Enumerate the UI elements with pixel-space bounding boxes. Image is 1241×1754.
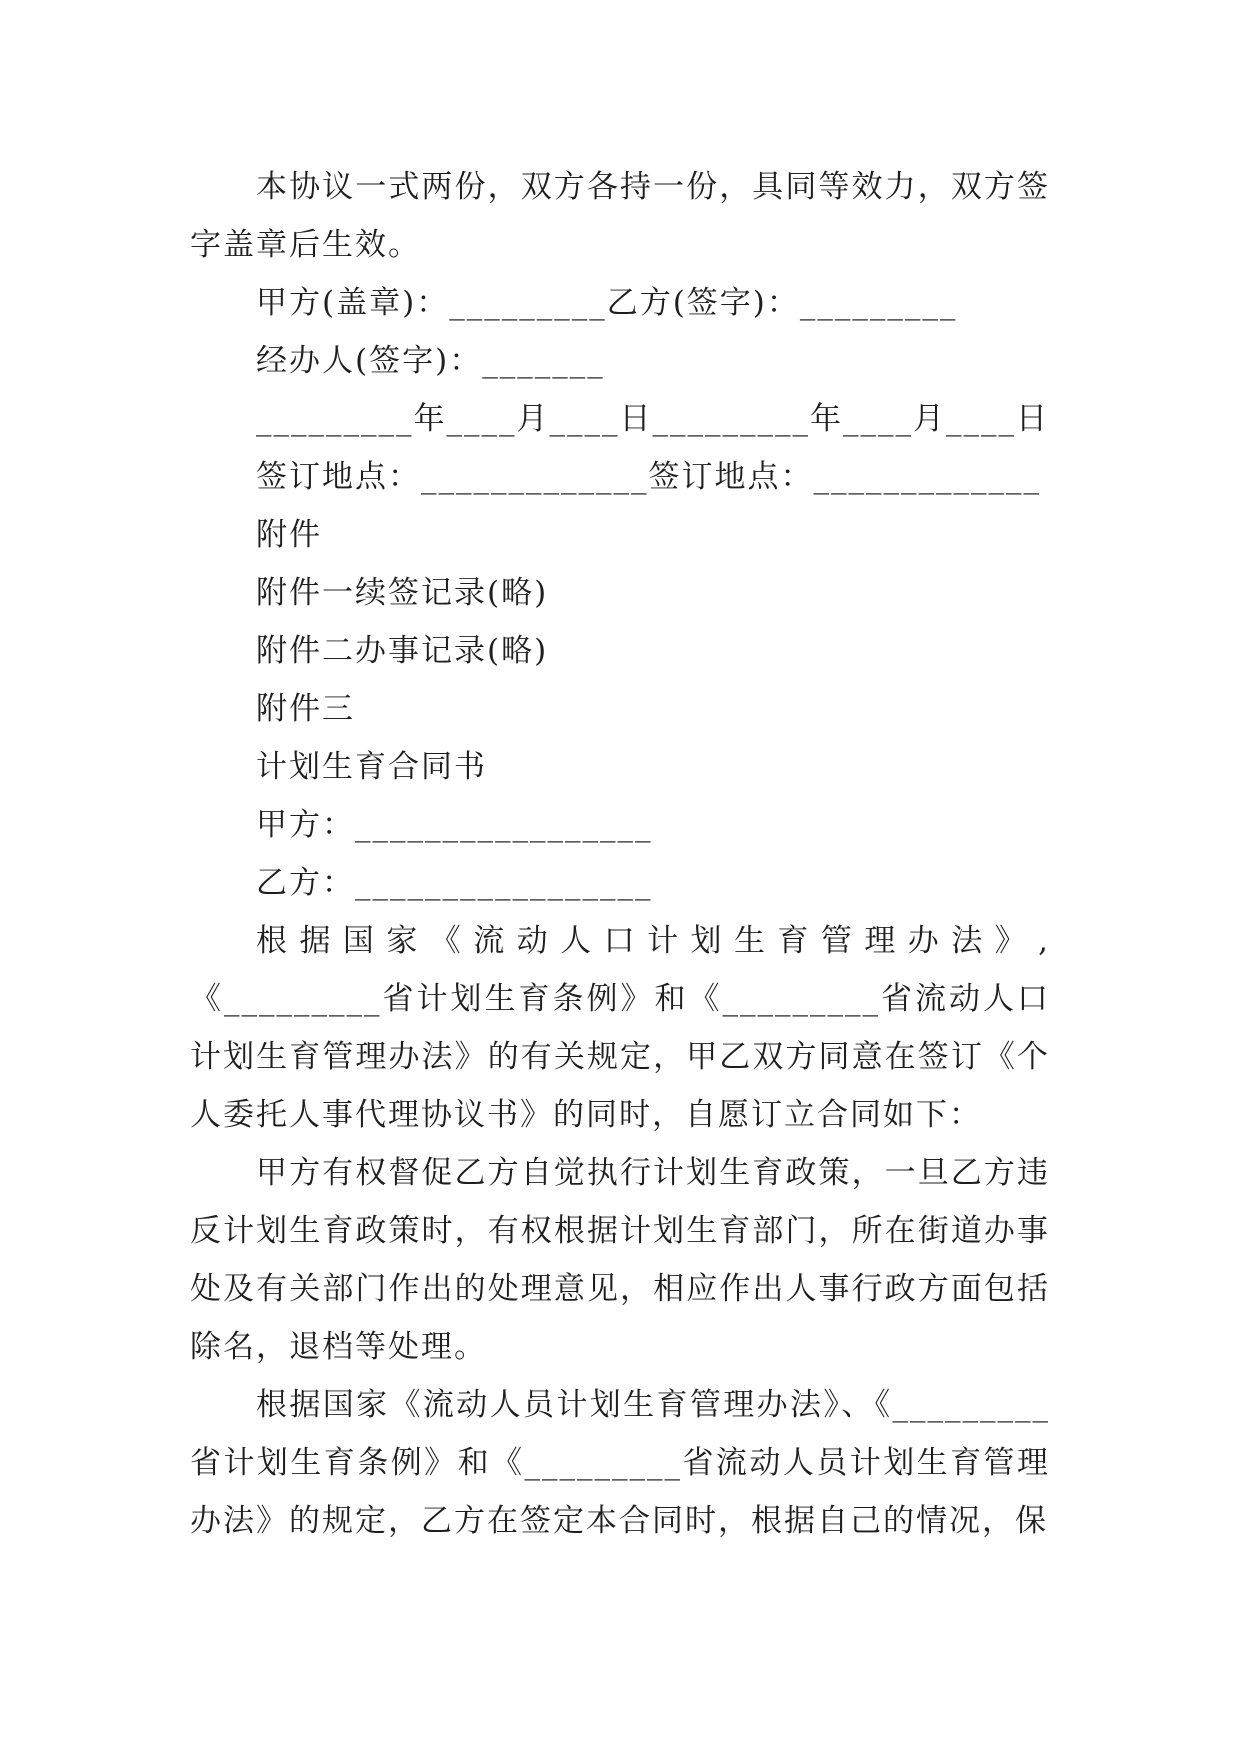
attachment-item-2: 附件二办事记录(略) — [256, 633, 549, 669]
paragraph-supervision: 甲方有权督促乙方自觉执行计划生育政策，一旦乙方违反计划生育政策时，有权根据计划生育部门，所在街道办事处及有关部门作出的处理意见，相应作出人事行政方面包括除名，退档等处理。 — [190, 1155, 1050, 1365]
signature-handler-line: 经办人(签字)：_______ — [256, 343, 605, 379]
paragraph-basis-2: 根据国家《流动人员计划生育管理办法》、《_________省计划生育条例》和《_________省流动人员计划生育管理办法》的规定，乙方在签定本合同时，根据自己的情况，保 — [190, 1387, 1050, 1539]
attachments-heading: 附件 — [256, 517, 322, 553]
attachment-item-3: 附件三 — [256, 691, 355, 727]
signature-places-line: 签订地点：_____________签订地点：_____________ — [256, 459, 1041, 495]
party-a-line: 甲方：_________________ — [256, 807, 653, 843]
document-body — [190, 158, 1050, 1550]
signature-dates-line: _________年____月____日_________年____月____日 — [256, 401, 1049, 437]
signature-parties-line: 甲方(盖章)：_________乙方(签字)：_________ — [256, 285, 958, 321]
paragraph-effect: 本协议一式两份，双方各持一份，具同等效力，双方签字盖章后生效。 — [190, 169, 1050, 263]
attachment-item-1: 附件一续签记录(略) — [256, 575, 549, 611]
paragraph-basis: 根据国家《流动人口计划生育管理办法》,《_________省计划生育条例》和《_________省流动人口计划生育管理办法》的有关规定，甲乙双方同意在签订《个人委托人事代理协议书》的同时，自愿订立合同如下： — [190, 923, 1050, 1133]
contract-title: 计划生育合同书 — [256, 749, 487, 785]
party-b-line: 乙方：_________________ — [256, 865, 653, 901]
